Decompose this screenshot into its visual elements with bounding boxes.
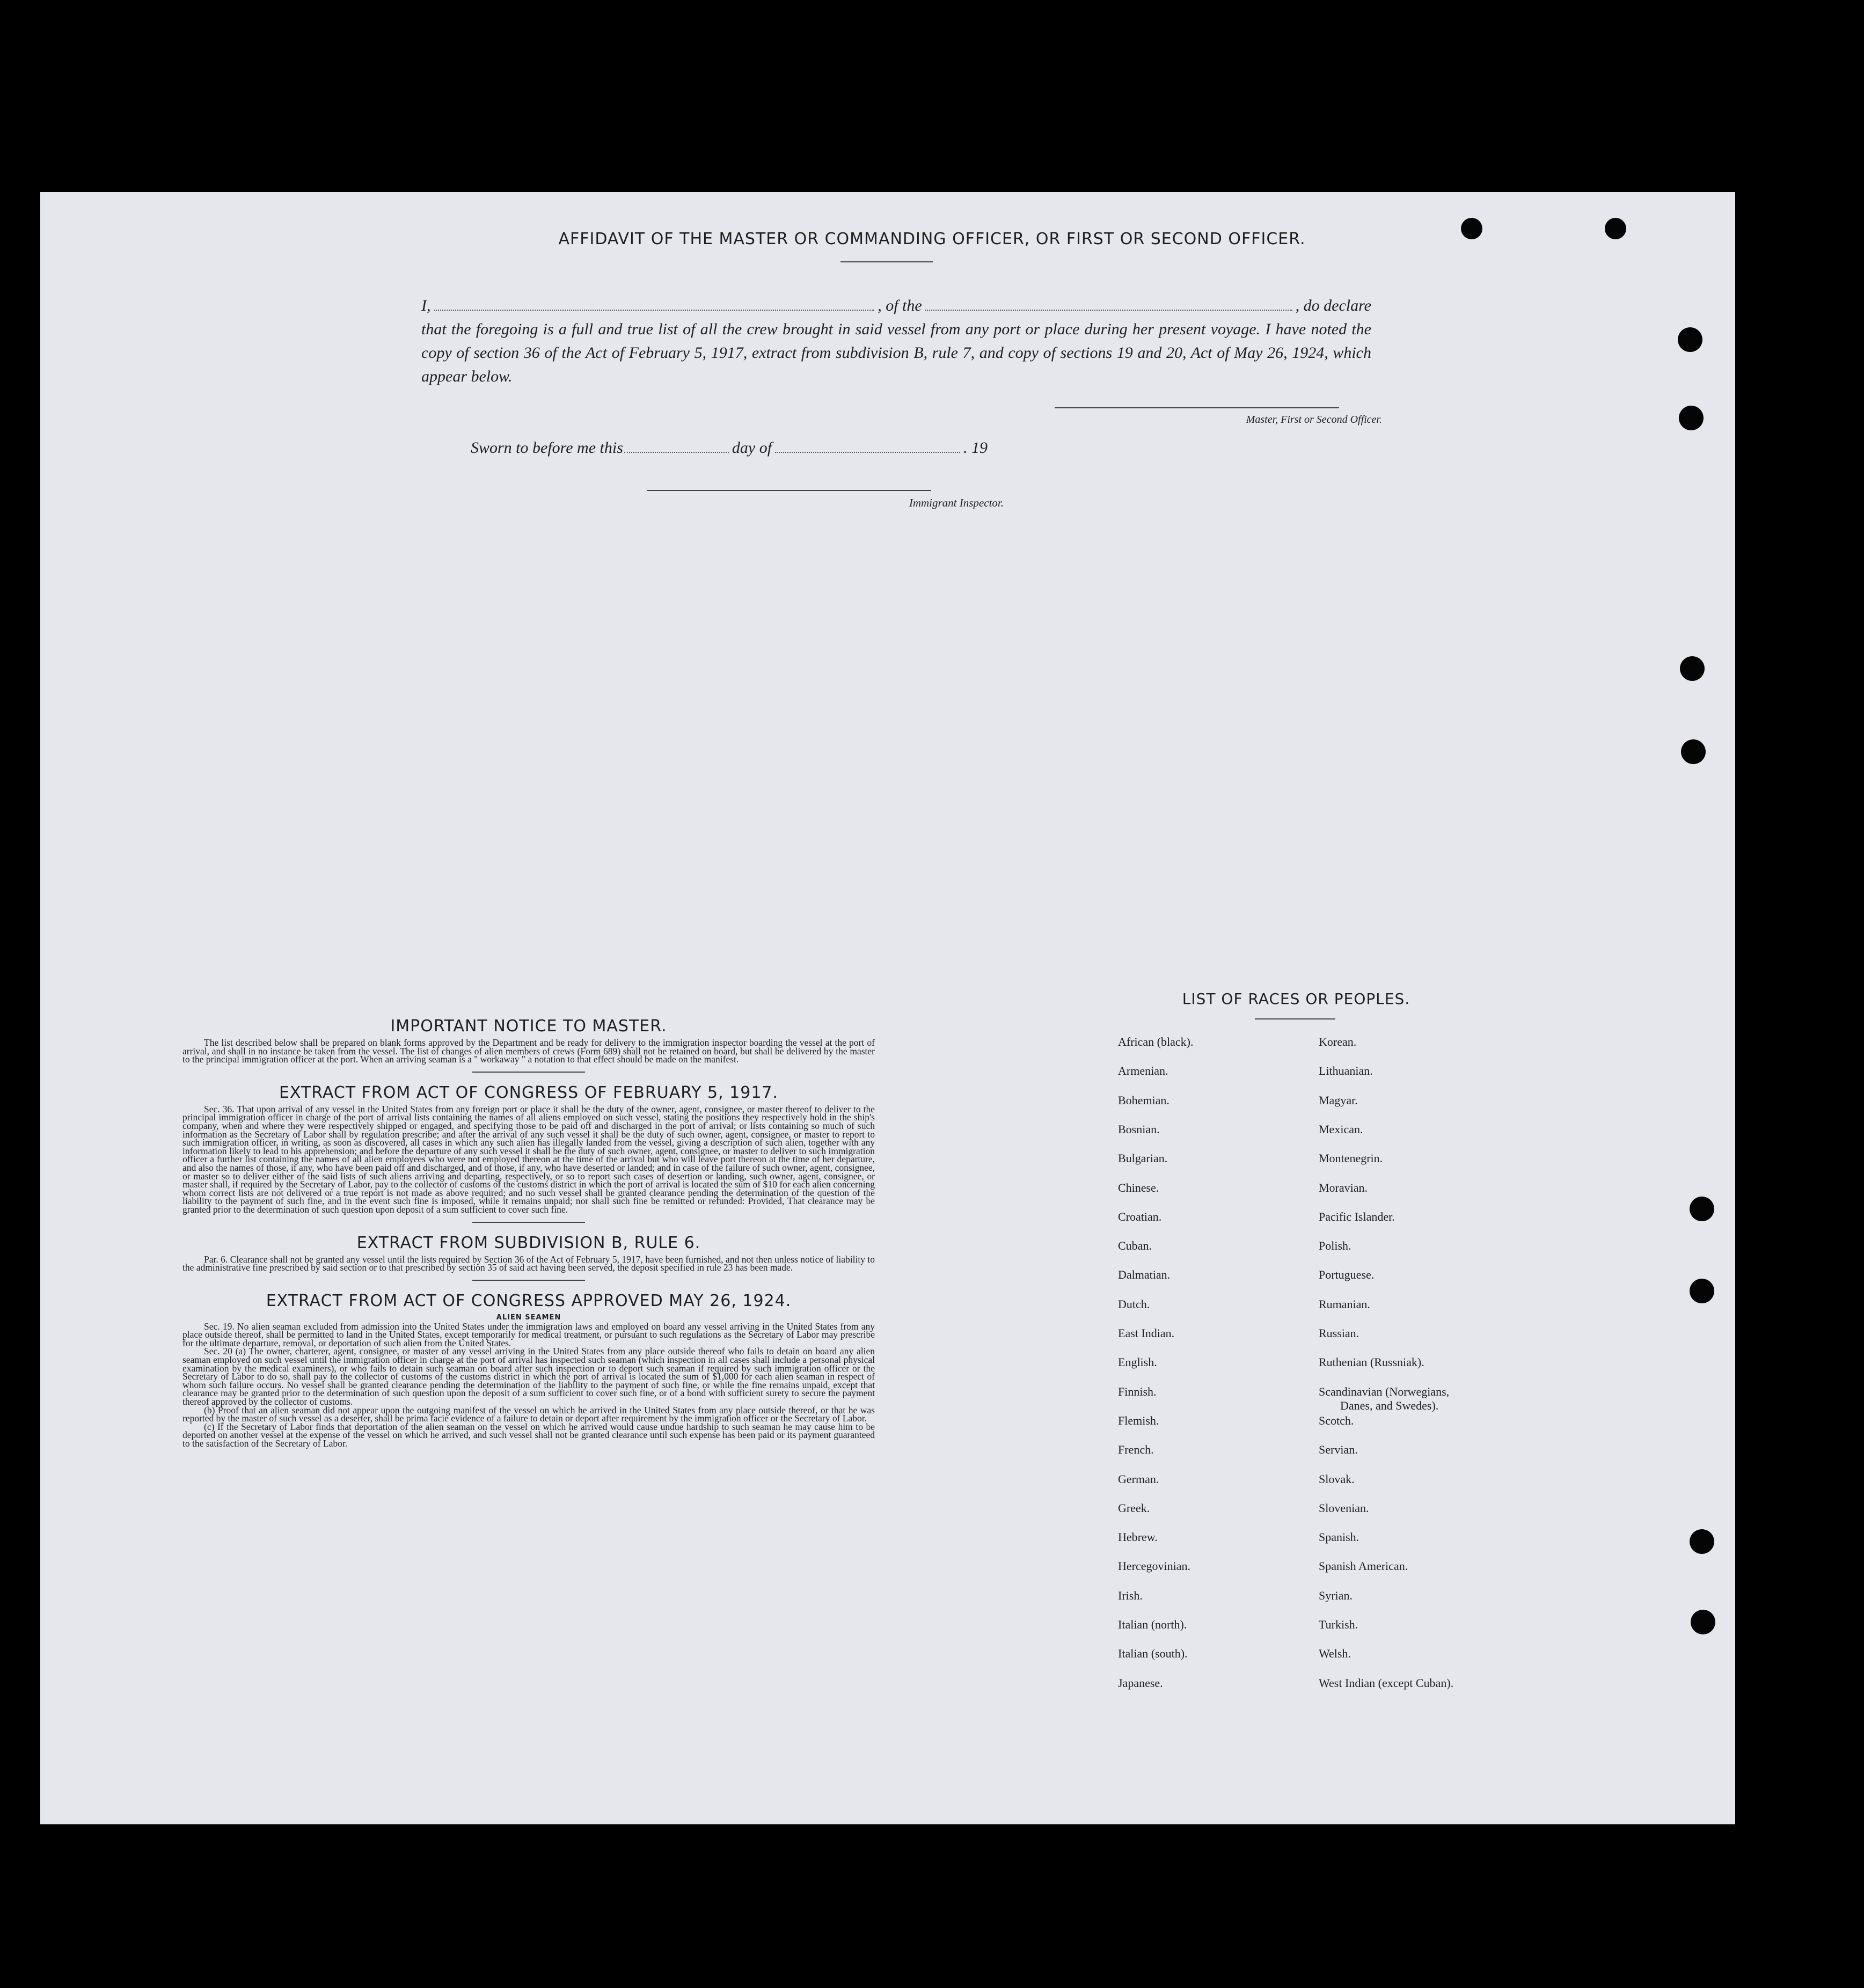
race-item: Pacific Islander. xyxy=(1319,1210,1395,1223)
declarant-name-blank[interactable] xyxy=(434,306,875,311)
alien-seamen-subhead: ALIEN SEAMEN xyxy=(496,1313,561,1322)
sworn-prefix: Sworn to before me this xyxy=(471,439,623,457)
document-page xyxy=(40,192,1735,1824)
declaration-line xyxy=(421,294,1371,318)
sworn-month-blank[interactable] xyxy=(775,449,960,453)
race-item: Ruthenian (Russniak). xyxy=(1319,1355,1424,1369)
race-item: Chinese. xyxy=(1118,1181,1159,1194)
title-underline xyxy=(840,261,933,262)
sworn-day-of: day of xyxy=(732,439,772,457)
punch-hole xyxy=(1681,739,1706,764)
affidavit-body xyxy=(421,294,1371,388)
race-item: Slovak. xyxy=(1319,1472,1355,1486)
declarant-label: I, xyxy=(421,297,431,314)
notice-title: IMPORTANT NOTICE TO MASTER. xyxy=(390,1017,667,1036)
extract-1924-text: Sec. 19. No alien seaman excluded from admission into the United States under the immigration laws and employed on board any vessel arriving in the United States from any place outside thereof, shall be permitted to land in the United States, except temporarily for medical treatment, or pursuant to such regulations as the Secretary of Labor may prescribe for the ultimate departure, removal, or deportation of such alien from the United States. Sec. 20 (a) The owner, charterer, agent, consignee, or master of any vessel arriving in the United States from any place outside thereof who fails to detain on board any alien seaman employed on such vessel until the immigration officer in charge at the port of arrival has inspected such seaman (which inspection in all cases shall include a personal physical examination by the medical examiners), or who fails to detain such seaman on board after such inspection or to deport such seaman if required by such immigration officer or the Secretary of Labor to do so, shall pay to the collector of customs of the customs district in which the port of arrival is located the sum of $1,000 for each alien seaman in respect of whom such failure occurs. No vessel shall be granted clearance pending the determination of the liability to the payment of such fine, or while the fine remains unpaid, except that clearance may be granted prior to the determination of such question upon the deposit of a sum sufficient to cover such fine, or of a bond with sufficient surety to secure the payment thereof approved by the collector of customs. (b) Proof that an alien seaman did not appear upon the outgoing manifest of the vessel on which he arrived in the United States from any place outside thereof, or that he was reported by the master of such vessel as a deserter, shall be prima facie evidence of a failure to detain or deport after requirement by the immigration officer or the Secretary of Labor. (c) If the Secretary of Labor finds that deportation of the alien seaman on the vessel on which he arrived would cause undue hardship to such seaman he may cause him to be deported on another vessel at the expense of the vessel on which he arrived, and such vessel shall not be granted clearance until such expense has been paid or its payment guaranteed to the satisfaction of the Secretary of Labor. xyxy=(182,1321,875,1449)
race-item: Bulgarian. xyxy=(1118,1151,1168,1165)
race-item: Moravian. xyxy=(1319,1181,1368,1194)
race-item: Bohemian. xyxy=(1118,1094,1169,1107)
race-item: Mexican. xyxy=(1319,1123,1363,1136)
race-item: Syrian. xyxy=(1319,1589,1353,1602)
rule6-text: Par. 6. Clearance shall not be granted any vessel until the lists required by Section 36 of the Act of February 5, 1917, have been furnished, and not then unless notice of liability to the administrative fine prescribed by said section or to that prescribed by section 35 of said act having been served, the deposit specified in rule 23 has been made. xyxy=(182,1253,875,1273)
vessel-name-blank[interactable] xyxy=(925,306,1292,311)
race-item: Russian. xyxy=(1319,1326,1359,1340)
race-item: Hercegovinian. xyxy=(1118,1559,1190,1573)
punch-hole xyxy=(1680,656,1705,681)
race-item: Italian (north). xyxy=(1118,1618,1187,1631)
section-divider xyxy=(472,1072,585,1073)
of-the-label: , of the xyxy=(878,297,922,314)
race-item: African (black). xyxy=(1118,1035,1194,1048)
master-signature-line xyxy=(1055,407,1339,408)
race-item: Cuban. xyxy=(1118,1239,1152,1252)
affidavit-title: AFFIDAVIT OF THE MASTER OR COMMANDING OFFICER, OR FIRST OR SECOND OFFICER. xyxy=(558,230,1306,248)
extract-1917-text: Sec. 36. That upon arrival of any vessel in the United States from any foreign port or place it shall be the duty of the owner, agent, consignee, or master thereof to deliver to the principal immigration officer in charge of the port of arrival lists containing the names of all aliens employed on such vessel, stating the positions they respectively hold in the ship's company, when and where they were respectively shipped or engaged, and specifying those to be paid off and discharged in the port of arrival; or lists containing so much of such information as the Secretary of Labor shall by regulation prescribe; and after the arrival of any such vessel it shall be the duty of such owner, agent, consignee, or master to report to such immigration officer, in writing, as soon as discovered, all cases in which any such alien has illegally landed from the vessel, giving a description of such alien, together with any information likely to lead to his apprehension; and before the departure of any such vessel it shall be the duty of such owner, agent, consignee, or master to deliver to such immigration officer a further list containing the names of all alien employees who were not employed thereon at the time of the arrival but who will leave port thereon at the time of her departure, and also the names of those, if any, who have been paid off and discharged, and of those, if any, who have deserted or landed; and in case of the failure of such owner, agent, consignee, or master so to deliver either of the said lists of such aliens arriving and departing, respectively, or so to report such cases of desertion or landing, such owner, agent, consignee, or master shall, if required by the Secretary of Labor, pay to the collector of customs of the customs district in which the port of arrival is located the sum of $10 for each alien concerning whom correct lists are not delivered or a true report is not made as above required; and no such vessel shall be granted clearance pending the determination of the question of the liability to the payment of such fine, and in the event such fine is imposed, while it remains unpaid; nor shall such fine be remitted or refunded: Provided, That clearance may be granted prior to the determination of such question upon deposit of a sum sufficient to cover such fine. xyxy=(182,1103,875,1215)
section-divider xyxy=(472,1222,585,1223)
master-signature-label: Master, First or Second Officer. xyxy=(1246,414,1382,426)
sworn-year: . 19 xyxy=(963,439,988,457)
race-item: Dutch. xyxy=(1118,1297,1150,1311)
race-item: Hebrew. xyxy=(1118,1530,1158,1544)
sworn-day-blank[interactable] xyxy=(624,449,729,453)
race-item: Lithuanian. xyxy=(1319,1064,1373,1077)
race-item: Irish. xyxy=(1118,1589,1143,1602)
race-item: Korean. xyxy=(1319,1035,1357,1048)
race-item: Montenegrin. xyxy=(1319,1151,1383,1165)
race-item-continuation: Danes, and Swedes). xyxy=(1340,1399,1439,1412)
races-title-underline xyxy=(1255,1018,1335,1019)
race-item: Scandinavian (Norwegians, xyxy=(1319,1385,1450,1398)
punch-hole xyxy=(1678,327,1702,352)
race-item: Dalmatian. xyxy=(1118,1268,1171,1281)
race-item: Rumanian. xyxy=(1319,1297,1370,1311)
sworn-line xyxy=(471,439,1018,457)
race-item: Slovenian. xyxy=(1319,1501,1369,1515)
race-item: French. xyxy=(1118,1443,1154,1456)
section-divider xyxy=(472,1280,585,1281)
race-item: Portuguese. xyxy=(1319,1268,1375,1281)
rule6-title: EXTRACT FROM SUBDIVISION B, RULE 6. xyxy=(356,1233,701,1252)
inspector-signature-label: Immigrant Inspector. xyxy=(909,496,1004,509)
race-item: East Indian. xyxy=(1118,1326,1175,1340)
legal-column xyxy=(182,1017,875,1448)
punch-hole xyxy=(1690,1279,1714,1303)
race-item: Magyar. xyxy=(1319,1094,1358,1107)
punch-hole xyxy=(1690,1197,1714,1221)
race-item: Polish. xyxy=(1319,1239,1351,1252)
race-item: German. xyxy=(1118,1472,1159,1486)
race-item: Welsh. xyxy=(1319,1647,1351,1660)
extract-1924-title: EXTRACT FROM ACT OF CONGRESS APPROVED MAY 26, 1924. xyxy=(266,1291,792,1310)
inspector-signature-line xyxy=(647,490,931,491)
race-item: Turkish. xyxy=(1319,1618,1358,1631)
notice-text: The list described below shall be prepared on blank forms approved by the Department and be ready for delivery to the immigration inspector boarding the vessel at the port of arrival, and shall in no instance be taken from the vessel. The list of changes of alien members of crews (Form 689) shall not be retained on board, but shall be delivered by the master to the principal immigration officer at the port. When an arriving seaman is a " workaway " a notation to that effect should be made on the manifest. xyxy=(182,1037,875,1065)
race-item: Finnish. xyxy=(1118,1385,1157,1398)
race-item: Flemish. xyxy=(1118,1414,1159,1427)
race-item: Croatian. xyxy=(1118,1210,1162,1223)
extract-1917-title: EXTRACT FROM ACT OF CONGRESS OF FEBRUARY 5, 1917. xyxy=(279,1083,779,1102)
declaration-text: that the foregoing is a full and true list of all the crew brought in said vessel from any port or place during her present voyage. I have noted the copy of section 36 of the Act of February 5, 1917, extract from subdivision B, rule 7, and copy of sections 19 and 20, Act of May 26, 1924, which appear below. xyxy=(421,320,1371,385)
race-item: Japanese. xyxy=(1118,1676,1163,1690)
race-item: Italian (south). xyxy=(1118,1647,1188,1660)
race-item: Armenian. xyxy=(1118,1064,1168,1077)
race-item: Greek. xyxy=(1118,1501,1150,1515)
race-item: Spanish. xyxy=(1319,1530,1359,1544)
punch-hole xyxy=(1679,406,1704,430)
race-item: West Indian (except Cuban). xyxy=(1319,1676,1454,1690)
punch-hole xyxy=(1691,1610,1715,1634)
race-item: Spanish American. xyxy=(1319,1559,1408,1573)
do-declare-label: , do declare xyxy=(1295,297,1371,314)
race-item: Servian. xyxy=(1319,1443,1358,1456)
race-item: Scotch. xyxy=(1319,1414,1354,1427)
punch-hole xyxy=(1690,1529,1714,1554)
races-title: LIST OF RACES OR PEOPLES. xyxy=(1182,990,1410,1008)
race-item: English. xyxy=(1118,1355,1157,1369)
race-item: Bosnian. xyxy=(1118,1123,1160,1136)
